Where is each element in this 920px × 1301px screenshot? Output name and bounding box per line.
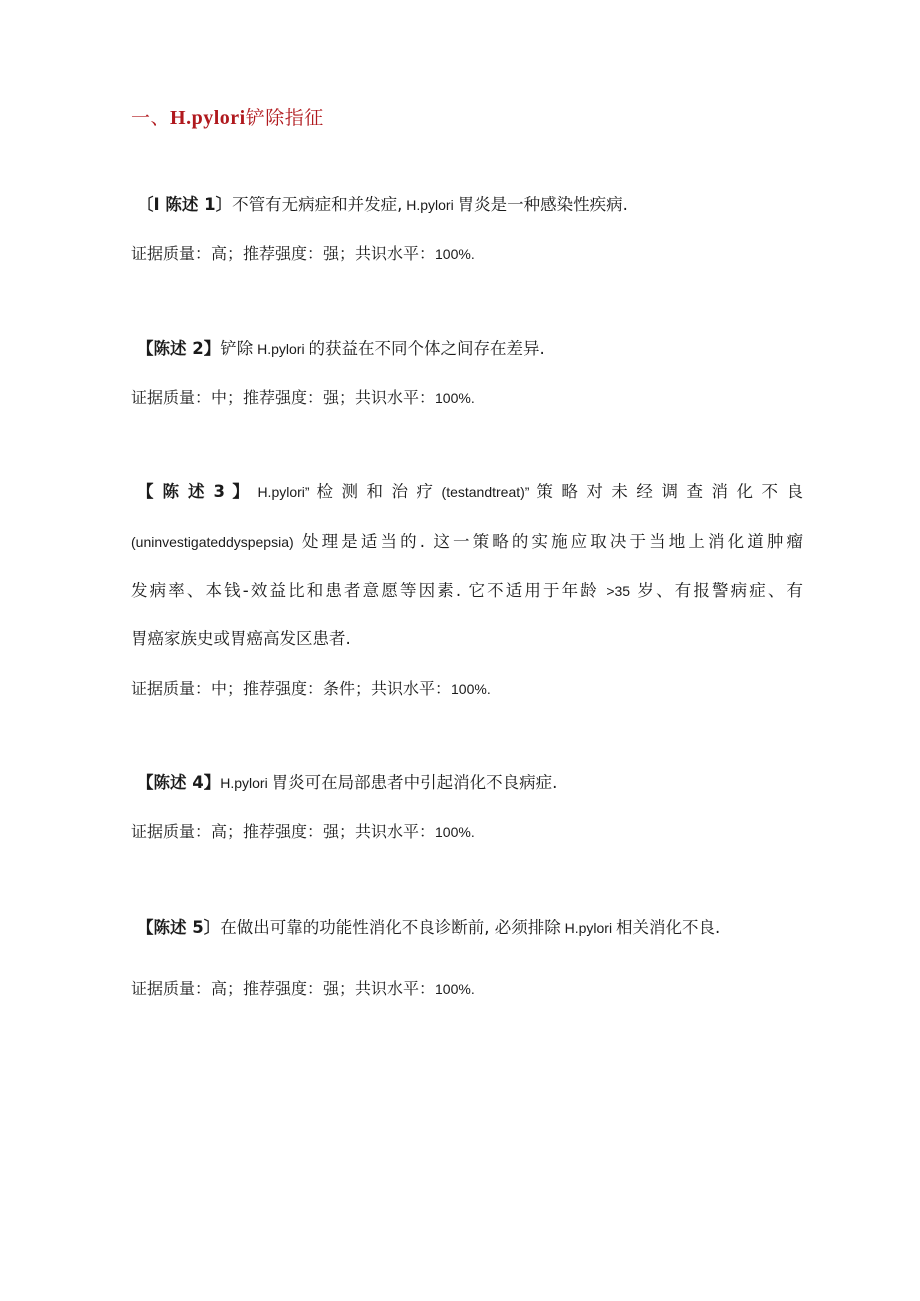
statement-5-tag: 【陈述 5〕: [137, 918, 221, 937]
statement-1: [137, 194, 628, 216]
statement-3-line-3: [131, 580, 803, 602]
statement-5-evidence-pct: 100%.: [435, 981, 475, 997]
heading-latin: H.pylori: [170, 107, 246, 129]
statement-3-line-1: [137, 481, 803, 503]
statement-2-evidence: [131, 387, 475, 409]
statement-1-text-a: 不管有无病症和并发症,: [232, 195, 403, 214]
statement-5: [137, 917, 720, 939]
statement-3-evidence: [131, 678, 491, 700]
statement-3-tag: 【 陈 述 3 】: [137, 482, 251, 501]
statement-5-latin: H.pylori: [560, 920, 616, 936]
statement-2: [137, 338, 545, 360]
statement-4-tag: 【陈述 4】: [137, 773, 221, 792]
statement-1-text-b: 胃炎是一种感染性疾病.: [457, 195, 628, 214]
heading-prefix: 一、: [131, 107, 171, 129]
statement-3-line1-latin2: (testandtreat)”: [441, 484, 530, 500]
statement-4-text-b: 胃炎可在局部患者中引起消化不良病症.: [271, 773, 558, 792]
statement-2-evidence-pct: 100%.: [435, 390, 475, 406]
statement-3-line3-a: 发病率、本钱-效益比和患者意愿等因素. 它不适用于年龄: [131, 581, 599, 600]
statement-1-tag: 〔I 陈述 1〕: [137, 195, 233, 214]
statement-1-latin: H.pylori: [402, 197, 458, 213]
statement-4-evidence-pct: 100%.: [435, 824, 475, 840]
statement-5-evidence: [131, 978, 475, 1000]
statement-3-line1-cn-b: 策 略 对 未 经 调 查 消 化 不 良: [536, 482, 804, 501]
statement-3-line-4: [131, 628, 351, 650]
statement-1-evidence: [131, 243, 475, 265]
statement-1-evidence-pct: 100%.: [435, 246, 475, 262]
statement-2-latin: H.pylori: [253, 341, 309, 357]
section-heading: [131, 103, 324, 130]
statement-3-line3-b: 岁、有报警病症、有: [637, 581, 804, 600]
statement-5-text-b: 相关消化不良.: [615, 918, 721, 937]
statement-3-line1-latin: H.pylori”: [257, 484, 310, 500]
statement-4-latin: H.pylori: [220, 775, 272, 791]
statement-2-tag: 【陈述 2】: [137, 339, 221, 358]
statement-3-line3-num: >35: [606, 583, 631, 599]
statement-4: [137, 772, 557, 794]
statement-2-evidence-text: 证据质量：中；推荐强度：强；共识水平：: [131, 388, 436, 407]
statement-2-text-b: 的获益在不同个体之间存在差异.: [308, 339, 545, 358]
statement-1-evidence-text: 证据质量：高；推荐强度：强；共识水平：: [131, 244, 436, 263]
statement-3-evidence-text: 证据质量：中；推荐强度：条件；共识水平：: [131, 679, 452, 698]
statement-2-text-a: 铲除: [220, 339, 254, 358]
statement-3-line2-cn: 处理是适当的. 这一策略的实施应取决于当地上消化道肿瘤: [302, 532, 803, 551]
statement-5-text-a: 在做出可靠的功能性消化不良诊断前, 必须排除: [220, 918, 561, 937]
statement-5-evidence-text: 证据质量：高；推荐强度：强；共识水平：: [131, 979, 436, 998]
statement-3-line4: 胃癌家族史或胃癌高发区患者.: [131, 629, 351, 648]
statement-4-evidence-text: 证据质量：高；推荐强度：强；共识水平：: [131, 822, 436, 841]
statement-4-evidence: [131, 821, 475, 843]
statement-3-line2-latin: (uninvestigateddyspepsia): [131, 534, 294, 550]
statement-3-evidence-pct: 100%.: [451, 681, 491, 697]
statement-3-line-2: [131, 531, 803, 553]
heading-suffix: 铲除指征: [245, 107, 324, 129]
statement-3-line1-cn-a: 检 测 和 治 疗: [316, 482, 435, 501]
